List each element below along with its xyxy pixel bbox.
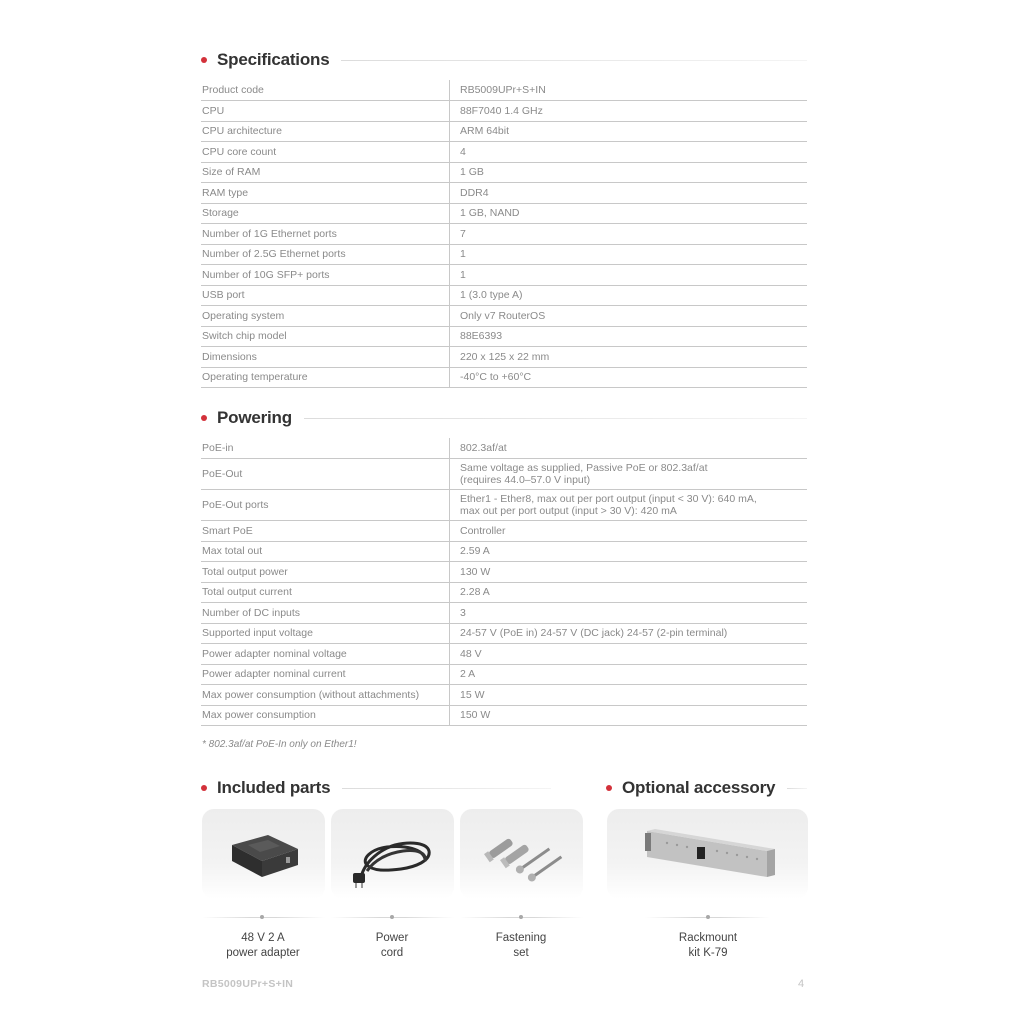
spec-value: 3 [450,603,808,624]
power-cord-icon [331,809,454,899]
spec-label: Number of DC inputs [201,603,450,624]
table-row [201,582,807,603]
spec-value: 48 V [450,644,808,665]
table-row [201,644,807,665]
included-parts-heading [201,776,551,800]
caption-line: kit K-79 [688,947,728,959]
spec-value: 88F7040 1.4 GHz [450,101,808,122]
spec-value: 24-57 V (PoE in) 24-57 V (DC jack) 24-57 (2-pin terminal) [450,623,808,644]
spec-value: 4 [450,142,808,163]
spec-value: 1 [450,244,808,265]
spec-label: Operating system [201,306,450,327]
table-row [201,285,807,306]
spec-label: Max power consumption [201,705,450,726]
red-bullet-icon [201,415,207,421]
spec-value: 1 [450,265,808,286]
spec-label: CPU core count [201,142,450,163]
divider [342,788,551,789]
page-number: 4 [798,978,805,990]
table-row [201,142,807,163]
divider [787,788,807,789]
table-row [201,183,807,204]
table-row [201,623,807,644]
table-row [201,367,807,388]
spec-value-line: max out per port output (input > 30 V): 420 mA [460,505,677,517]
section-title: Optional accessory [622,778,776,797]
section-title: Powering [217,408,292,427]
spec-label: Supported input voltage [201,623,450,644]
spec-label: Max power consumption (without attachments) [201,685,450,706]
spec-value: 1 GB, NAND [450,203,808,224]
table-row [201,438,807,459]
spec-value [450,459,808,490]
section-title: Included parts [217,778,331,797]
spec-label: Switch chip model [201,326,450,347]
spec-value: Controller [450,521,808,542]
table-row [201,244,807,265]
dot-icon [390,915,394,919]
caption-line: Fastening [495,932,547,944]
included-part-caption [451,931,591,961]
optional-accessory-heading [606,776,807,800]
spec-label: Total output current [201,582,450,603]
fastening-set-icon [460,809,583,899]
spec-label: USB port [201,285,450,306]
included-part-caption [322,931,462,961]
spec-label: Product code [201,80,450,101]
fastening-set-card [460,809,583,899]
spec-value: 15 W [450,685,808,706]
table-row [201,664,807,685]
table-row [201,326,807,347]
dot-icon [706,915,710,919]
spec-label: PoE-Out [201,459,450,490]
spec-label: Number of 1G Ethernet ports [201,224,450,245]
caption-line: Power [375,932,409,944]
power-adapter-card [202,809,325,899]
power-cord-card [331,809,454,899]
spec-label: CPU [201,101,450,122]
powering-table [201,438,807,726]
spec-value: 2.28 A [450,582,808,603]
spec-label: Number of 10G SFP+ ports [201,265,450,286]
table-row [201,101,807,122]
table-row [201,459,807,490]
table-row [201,541,807,562]
spec-value: 1 (3.0 type A) [450,285,808,306]
spec-value: DDR4 [450,183,808,204]
dot-icon [519,915,523,919]
spec-value: RB5009UPr+S+IN [450,80,808,101]
spec-label: PoE-in [201,438,450,459]
table-row [201,121,807,142]
dot-icon [260,915,264,919]
table-row [201,80,807,101]
table-row [201,603,807,624]
spec-value-line: Ether1 - Ether8, max out per port output (input < 30 V): 640 mA, [460,493,757,505]
spec-label: Size of RAM [201,162,450,183]
table-row [201,705,807,726]
spec-value-line: Same voltage as supplied, Passive PoE or 802.3af/at [460,462,708,474]
spec-label: Total output power [201,562,450,583]
spec-label: CPU architecture [201,121,450,142]
spec-label: Dimensions [201,347,450,368]
table-row [201,490,807,521]
table-row [201,265,807,286]
spec-value: 2.59 A [450,541,808,562]
spec-label: Number of 2.5G Ethernet ports [201,244,450,265]
spec-label: Power adapter nominal voltage [201,644,450,665]
spec-value: 130 W [450,562,808,583]
spec-value: 802.3af/at [450,438,808,459]
caption-line: power adapter [226,947,300,959]
spec-value: 1 GB [450,162,808,183]
caption-line: set [513,947,529,959]
spec-value [450,490,808,521]
table-row [201,162,807,183]
spec-label: Power adapter nominal current [201,664,450,685]
footer-product-code: RB5009UPr+S+IN [202,978,294,990]
table-row [201,203,807,224]
section-title: Specifications [217,50,330,69]
spec-value: ARM 64bit [450,121,808,142]
red-bullet-icon [201,57,207,63]
spec-value: -40°C to +60°C [450,367,808,388]
spec-label: Operating temperature [201,367,450,388]
red-bullet-icon [606,785,612,791]
table-row [201,224,807,245]
spec-value: 2 A [450,664,808,685]
rackmount-kit-icon [607,809,808,899]
spec-label: Smart PoE [201,521,450,542]
divider [304,418,807,419]
divider [341,60,807,61]
caption-line: Rackmount [678,932,738,944]
caption-line: 48 V 2 A [241,932,285,944]
power-adapter-icon [202,809,325,899]
table-row [201,685,807,706]
specifications-heading [201,48,807,72]
rackmount-kit-card [607,809,808,899]
spec-value: 7 [450,224,808,245]
spec-label: RAM type [201,183,450,204]
spec-value-line: (requires 44.0–57.0 V input) [460,474,591,486]
spec-label: Storage [201,203,450,224]
spec-label: Max total out [201,541,450,562]
spec-value: 150 W [450,705,808,726]
specifications-table [201,80,807,388]
spec-value: Only v7 RouterOS [450,306,808,327]
spec-value: 220 x 125 x 22 mm [450,347,808,368]
spec-label: PoE-Out ports [201,490,450,521]
included-part-caption [193,931,333,961]
powering-footnote: * 802.3af/at PoE-In only on Ether1! [202,739,357,750]
table-row [201,306,807,327]
spec-value: 88E6393 [450,326,808,347]
caption-line: cord [380,947,404,959]
table-row [201,347,807,368]
powering-heading [201,406,807,430]
optional-accessory-caption [638,931,778,961]
table-row [201,521,807,542]
table-row [201,562,807,583]
red-bullet-icon [201,785,207,791]
